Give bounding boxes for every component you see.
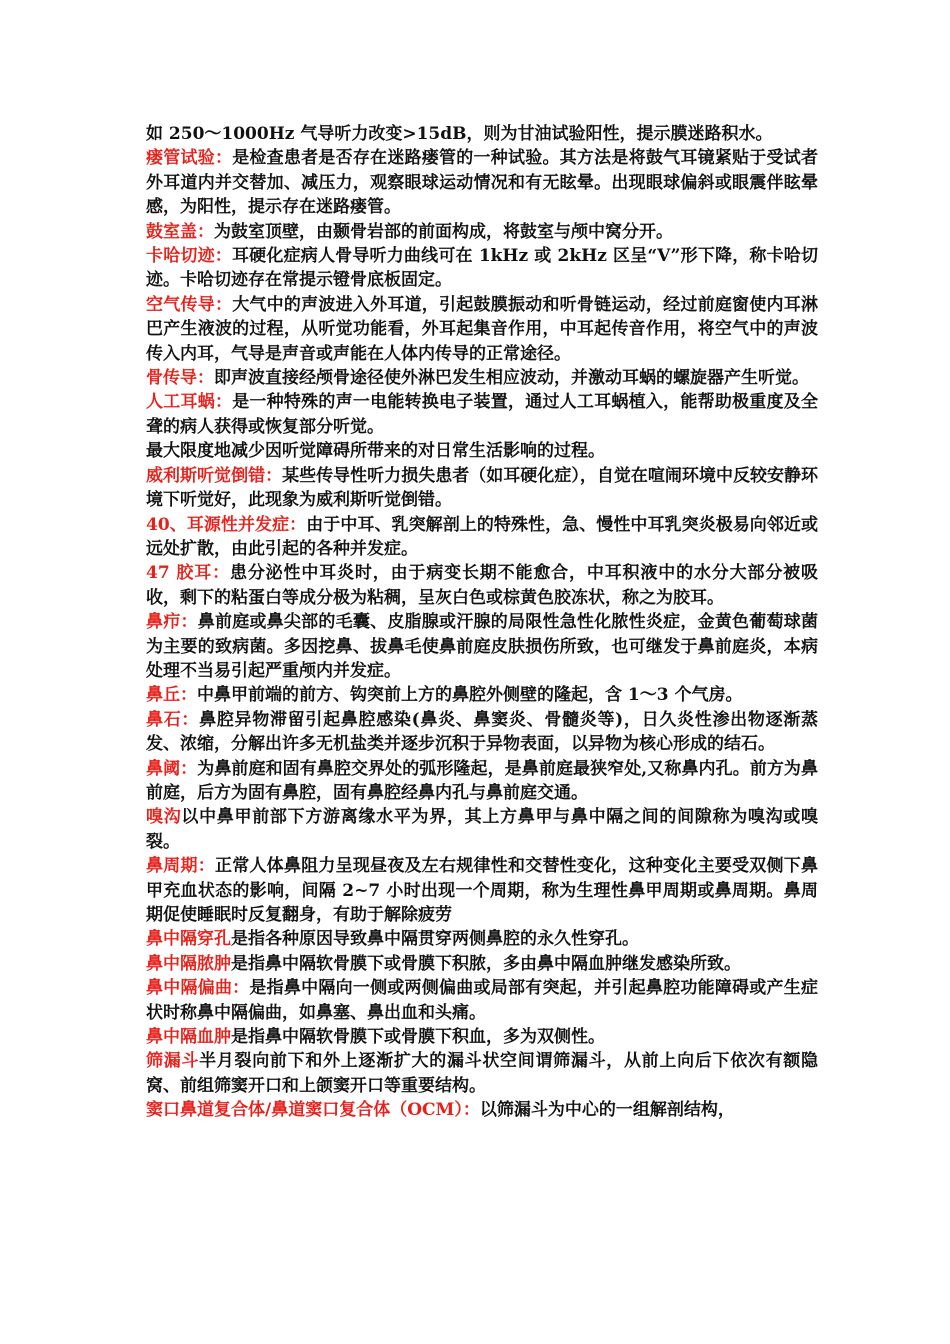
term: 鼻丘： xyxy=(146,685,197,706)
term: 47 胶耳： xyxy=(146,563,230,584)
definition: 鼻前庭或鼻尖部的毛囊、皮脂腺或汗腺的局限性急性化脓性炎症，金黄色葡萄球菌为主要的致病菌。多因挖鼻、拔鼻毛使鼻前庭皮肤损伤所致，也可继发于鼻前庭炎，本病处理不当易引起严重颅内并发症。 xyxy=(146,612,819,681)
term: 鼻中隔穿孔 xyxy=(146,929,231,950)
term: 鼻周期： xyxy=(146,856,215,877)
entry-22 xyxy=(146,1098,818,1122)
entry-4 xyxy=(146,293,818,366)
term: 鼓室盖： xyxy=(146,221,214,242)
term: 鼻中隔脓肿 xyxy=(146,953,231,974)
entry-2 xyxy=(146,220,818,244)
term: 筛漏斗 xyxy=(146,1051,200,1072)
entry-8 xyxy=(146,464,818,513)
definition: 是指各种原因导致鼻中隔贯穿两侧鼻腔的永久性穿孔。 xyxy=(231,929,639,950)
definition: 是检查患者是否存在迷路瘘管的一种试验。其方法是将鼓气耳镜紧贴于受试者外耳道内并交替加、减压力，观察眼球运动情况和有无眩晕。出现眼球偏斜或眼震伴眩晕感，为阳性，提示存在迷路瘘管。 xyxy=(146,148,819,218)
definition: 中鼻甲前端的前方、钩突前上方的鼻腔外侧壁的隆起，含 1～3 个气房。 xyxy=(197,685,743,706)
definition: 由于中耳、乳突解剖上的特殊性，急、慢性中耳乳突炎极易向邻近或远处扩散，由此引起的各种并发症。 xyxy=(146,514,818,559)
definition: 如 250～1000Hz 气导听力改变>15dB，则为甘油试验阳性，提示膜迷路积水。 xyxy=(146,124,773,144)
definition: 是指鼻中隔软骨膜下或骨膜下积血，多为双侧性。 xyxy=(231,1027,605,1048)
entry-11 xyxy=(146,610,818,683)
entry-0 xyxy=(146,122,818,146)
definition: 以筛漏斗为中心的一组解剖结构， xyxy=(479,1100,735,1121)
term: 鼻疖： xyxy=(146,612,198,633)
definition: 即声波直接经颅骨途径使外淋巴发生相应波动，并激动耳蜗的螺旋器产生听觉。 xyxy=(214,368,809,389)
definition: 正常人体鼻阻力呈现昼夜及左右规律性和交替性变化，这种变化主要受双侧下鼻甲充血状态的影响，间隔 2~7 小时出现一个周期，称为生理性鼻甲周期或鼻周期。鼻周期促使睡眠时反复翻身，有助于解除疲劳 xyxy=(146,856,819,925)
term: 鼻石： xyxy=(146,709,200,730)
entry-13 xyxy=(146,708,818,757)
term: 空气传导： xyxy=(146,294,233,315)
term: 骨传导： xyxy=(146,368,214,389)
entry-19 xyxy=(146,976,818,1025)
definition: 最大限度地减少因听觉障碍所带来的对日常生活影响的过程。 xyxy=(146,441,605,462)
entry-12 xyxy=(146,683,818,707)
definition: 是指鼻中隔向一侧或两侧偏曲或局部有突起，并引起鼻腔功能障碍或产生症状时称鼻中隔偏曲，如鼻塞、鼻出血和头痛。 xyxy=(146,978,818,1023)
term: 瘘管试验： xyxy=(146,148,233,169)
entry-5 xyxy=(146,366,818,390)
entry-9 xyxy=(146,513,818,562)
term: 窦口鼻道复合体/鼻道窦口复合体（OCM）： xyxy=(146,1100,480,1121)
term: 人工耳蜗： xyxy=(146,392,233,413)
definition: 大气中的声波进入外耳道，引起鼓膜振动和听骨链运动，经过前庭窗使内耳淋巴产生液波的过程，从听觉功能看，外耳起集音作用，中耳起传音作用，将空气中的声波传入内耳，气导是声音或声能在人体内传导的正常途径。 xyxy=(146,294,819,364)
definition: 是指鼻中隔软骨膜下或骨膜下积脓，多由鼻中隔血肿继发感染所致。 xyxy=(231,953,741,974)
entry-18 xyxy=(146,952,818,976)
entry-21 xyxy=(146,1049,818,1098)
term: 卡哈切迹： xyxy=(146,246,232,267)
entry-14 xyxy=(146,757,818,806)
entry-17 xyxy=(146,927,818,951)
definition: 为鼓室顶壁，由颞骨岩部的前面构成，将鼓室与颅中窝分开。 xyxy=(214,221,673,242)
term: 嗅沟 xyxy=(146,807,182,828)
definition: 鼻腔异物滞留引起鼻腔感染(鼻炎、鼻窦炎、骨髓炎等)，日久炎性渗出物逐渐蒸发、浓缩，分解出许多无机盐类并逐步沉积于异物表面，以异物为核心形成的结石。 xyxy=(146,709,818,755)
entry-7 xyxy=(146,439,818,463)
term: 鼻阈： xyxy=(146,758,198,779)
entry-1 xyxy=(146,146,818,219)
definition: 以中鼻甲前部下方游离缘水平为界，其上方鼻甲与鼻中隔之间的间隙称为嗅沟或嗅裂。 xyxy=(146,807,818,852)
term: 威利斯听觉倒错： xyxy=(146,465,283,486)
term: 40、耳源性并发症： xyxy=(146,514,307,535)
definition: 是一种特殊的声一电能转换电子装置，通过人工耳蜗植入，能帮助极重度及全聋的病人获得或恢复部分听觉。 xyxy=(146,392,819,437)
definition: 患分泌性中耳炎时，由于病变长期不能愈合，中耳积液中的水分大部分被吸收，剩下的粘蛋白等成分极为粘稠，呈灰白色或棕黄色胶冻状，称之为胶耳。 xyxy=(146,563,819,608)
entry-16 xyxy=(146,854,818,927)
definition: 某些传导性听力损失患者（如耳硬化症），自觉在喧闹环境中反较安静环境下听觉好，此现象为威利斯听觉倒错。 xyxy=(146,465,819,511)
definition: 半月裂向前下和外上逐渐扩大的漏斗状空间谓筛漏斗，从前上向后下依次有额隐窝、前组筛窦开口和上颌窦开口等重要结构。 xyxy=(146,1051,818,1096)
term: 鼻中隔偏曲： xyxy=(146,978,250,999)
entry-20 xyxy=(146,1025,818,1049)
definition: 为鼻前庭和固有鼻腔交界处的弧形隆起，是鼻前庭最狭窄处,又称鼻内孔。前方为鼻前庭，后方为固有鼻腔，固有鼻腔经鼻内孔与鼻前庭交通。 xyxy=(146,758,819,803)
term: 鼻中隔血肿 xyxy=(146,1027,231,1048)
entry-15 xyxy=(146,805,818,854)
document-page xyxy=(146,122,818,1123)
definition: 耳硬化症病人骨导听力曲线可在 1kHz 或 2kHz 区呈“V”形下降，称卡哈切迹。卡哈切迹存在常提示镫骨底板固定。 xyxy=(146,246,819,291)
entry-6 xyxy=(146,390,818,439)
entry-3 xyxy=(146,244,818,293)
entry-10 xyxy=(146,561,818,610)
